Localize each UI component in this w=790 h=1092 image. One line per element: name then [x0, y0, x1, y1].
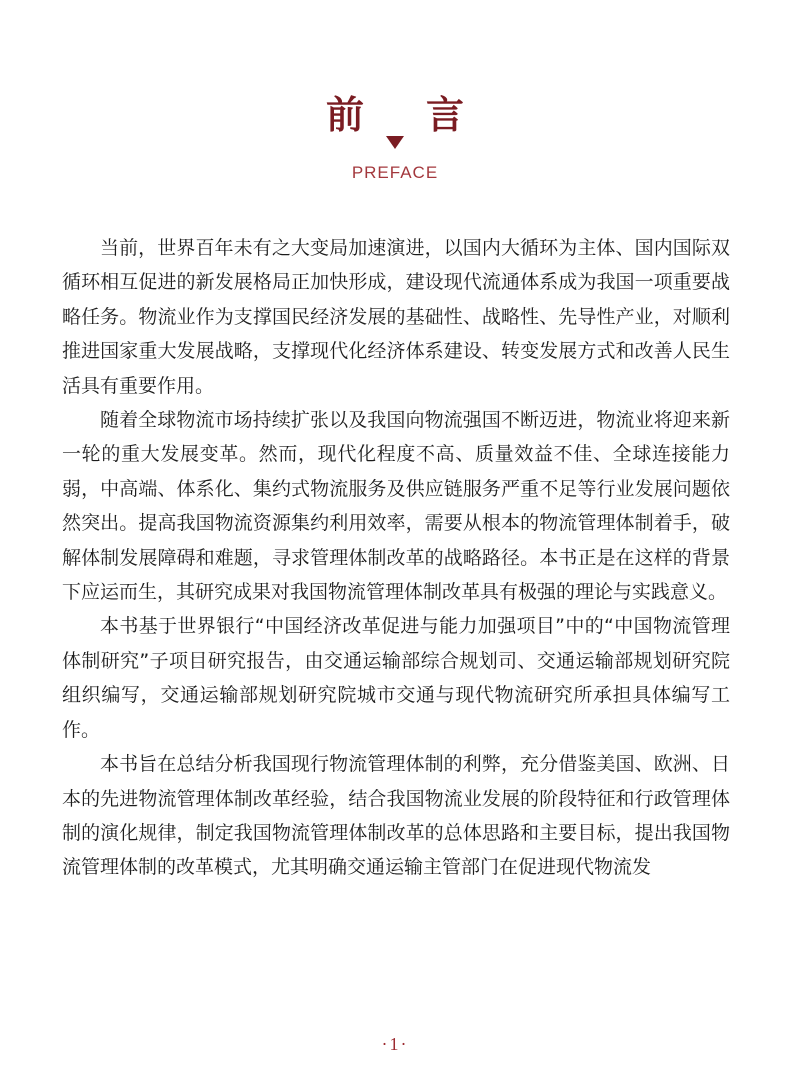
page-number: ·1·: [381, 1034, 409, 1054]
preface-body: [62, 231, 730, 885]
down-triangle-icon: [386, 136, 404, 149]
paragraph-4: 本书旨在总结分析我国现行物流管理体制的利弊，充分借鉴美国、欧洲、日本的先进物流管理体制改革经验，结合我国物流业发展的阶段特征和行政管理体制的演化规律，制定我国物流管理体制改革的总体思路和主要目标，提出我国物流管理体制的改革模式，尤其明确交通运输主管部门在促进现代物流发: [62, 753, 730, 879]
paragraph-3: 本书基于世界银行“中国经济改革促进与能力加强项目”中的“中国物流管理体制研究”子项目研究报告，由交通运输部综合规划司、交通运输部规划研究院组织编写，交通运输部规划研究院城市交通与现代物流研究所承担具体编写工作。: [62, 615, 730, 741]
paragraph-1: 当前，世界百年未有之大变局加速演进，以国内大循环为主体、国内国际双循环相互促进的新发展格局正加快形成，建设现代流通体系成为我国一项重要战略任务。物流业作为支撑国民经济发展的基础性、战略性、先导性产业，对顺利推进国家重大发展战略，支撑现代化经济体系建设、转变发展方式和改善人民生活具有重要作用。: [62, 237, 730, 397]
paragraph-2: 随着全球物流市场持续扩张以及我国向物流强国不断迈进，物流业将迎来新一轮的重大发展变革。然而，现代化程度不高、质量效益不佳、全球连接能力弱，中高端、体系化、集约式物流服务及供应链服务严重不足等行业发展问题依然突出。提高我国物流资源集约利用效率，需要从根本的物流管理体制着手，破解体制发展障碍和难题，寻求管理体制改革的战略路径。本书正是在这样的背景下应运而生，其研究成果对我国物流管理体制改革具有极强的理论与实践意义。: [62, 409, 730, 604]
page-subtitle: PREFACE: [351, 163, 439, 182]
title-char-1: 前: [325, 93, 364, 137]
page-title: [0, 84, 790, 139]
title-char-2: 言: [426, 93, 465, 137]
